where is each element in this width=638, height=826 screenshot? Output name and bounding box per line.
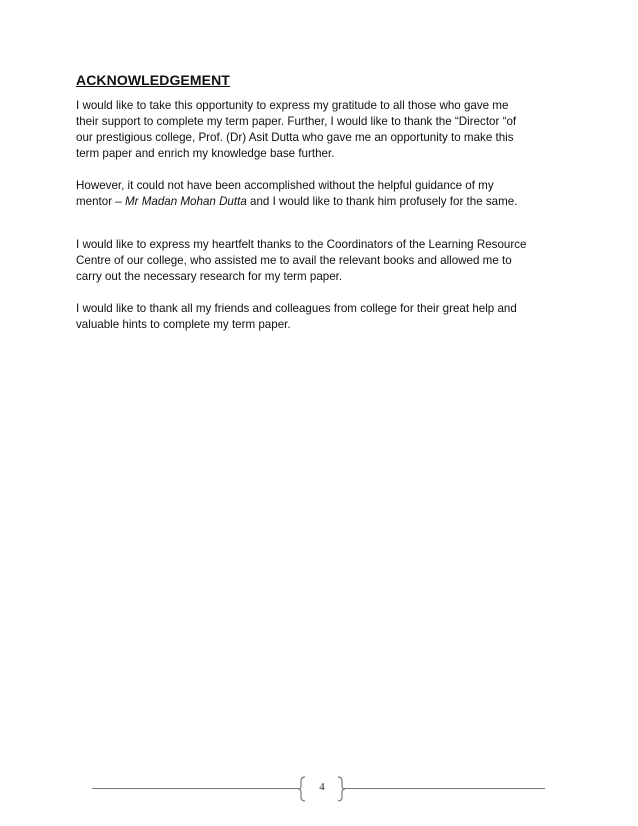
document-body xyxy=(76,72,576,349)
page-footer xyxy=(0,776,638,804)
paragraph-mentor-text-start: However, it could not have been accomplished without the helpful guidance of my mentor – xyxy=(76,179,494,208)
paragraph-friends: I would like to thank all my friends and colleagues from college for their great help and valuable hints to complete my term paper. xyxy=(76,302,517,331)
left-brace-icon xyxy=(297,776,307,802)
paragraph-mentor-text-end: and I would like to thank him profusely for the same. xyxy=(246,195,518,208)
page-number: 4 xyxy=(319,781,325,793)
right-brace-icon xyxy=(336,776,346,802)
paragraph-gratitude: I would like to take this opportunity to express my gratitude to all those who gave me their support to complete my term paper. Further, I would like to thank the “Director “of our prestigious college, Prof. (Dr) Asit Dutta who gave me an opportunity to make this term paper and enrich my knowledge base further. xyxy=(76,99,517,160)
mentor-name: Mr Madan Mohan Dutta xyxy=(124,195,247,208)
footer-rule-right xyxy=(344,788,545,789)
page-title: ACKNOWLEDGEMENT xyxy=(76,72,230,88)
paragraph-coordinators: I would like to express my heartfelt thanks to the Coordinators of the Learning Resource Centre of our college, who assisted me to avail the relevant books and allowed me to carry out the necessary research for my term paper. xyxy=(76,238,527,283)
footer-rule-left xyxy=(92,788,298,789)
paragraph-mentor xyxy=(76,178,576,210)
